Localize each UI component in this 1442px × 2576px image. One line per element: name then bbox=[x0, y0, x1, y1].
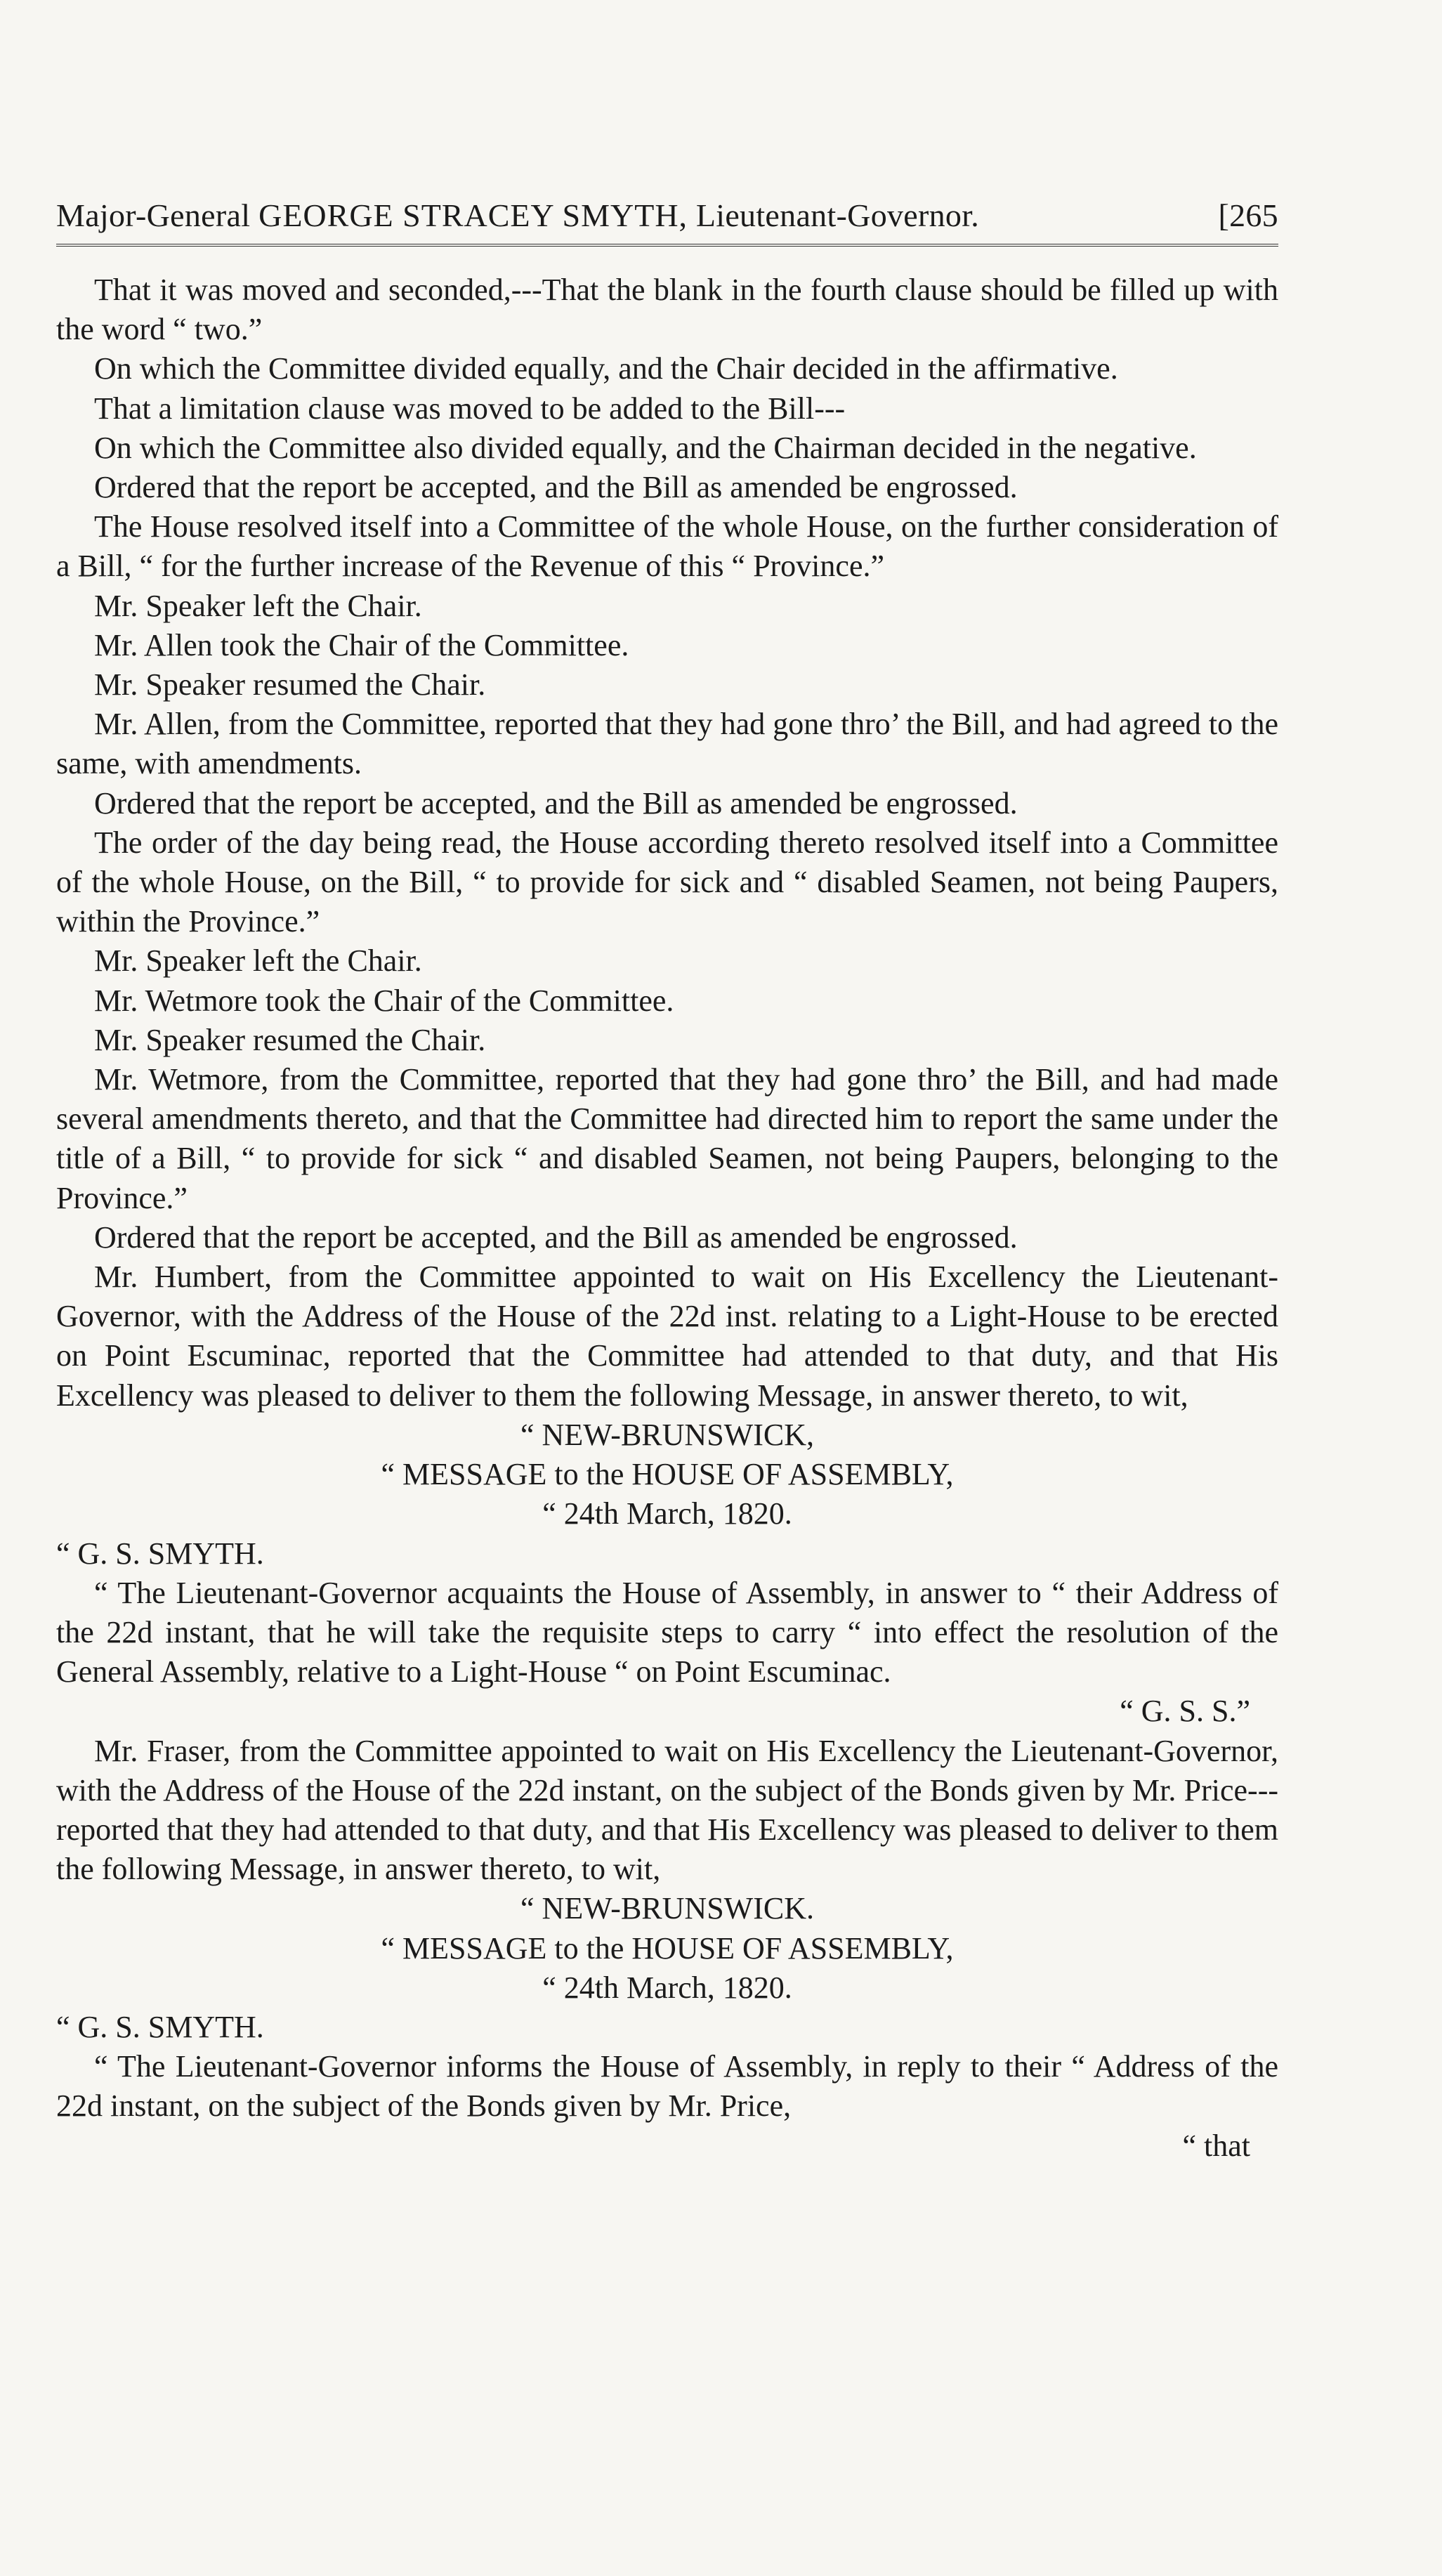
paragraph: “ 24th March, 1820. bbox=[542, 1970, 792, 2005]
paragraph: Mr. Speaker left the Chair. bbox=[94, 943, 422, 979]
document-page bbox=[56, 197, 1278, 2166]
paragraph: The order of the day being read, the House according thereto resolved itself into a Committee of the whole House, on the Bill, “ to provide for sick and “ disabled Seamen, not being Paupers, within the Province.” bbox=[56, 825, 1278, 939]
paragraph: Mr. Humbert, from the Committee appointed to wait on His Excellency the Lieutenant-Governor, with the Address of the House of the 22d inst. relating to a Light-House to be erected on Point Escuminac, reported that the Committee had attended to that duty, and that His Excellency was pleased to deliver to them the following Message, in answer thereto, to wit, bbox=[56, 1260, 1278, 1413]
running-header bbox=[56, 197, 1278, 247]
paragraph: “ NEW-BRUNSWICK. bbox=[520, 1891, 814, 1926]
paragraph: “ G. S. S.” bbox=[1120, 1694, 1250, 1729]
paragraph: “ The Lieutenant-Governor acquaints the House of Assembly, in answer to “ their Address of the 22d instant, that he will take the requisite steps to carry “ into effect the resolution of the General Assembly, relative to a Light-House “ on Point Escuminac. bbox=[56, 1575, 1278, 1689]
paragraph: “ MESSAGE to the HOUSE OF ASSEMBLY, bbox=[381, 1457, 954, 1492]
paragraph: “ The Lieutenant-Governor informs the House of Assembly, in reply to their “ Address of the 22d instant, on the subject of the Bonds given by Mr. Price, bbox=[56, 2049, 1278, 2124]
paragraph: “ NEW-BRUNSWICK, bbox=[520, 1417, 814, 1452]
paragraph: That it was moved and seconded,---That the blank in the fourth clause should be filled up with the word “ two.” bbox=[56, 273, 1278, 347]
paragraph: Mr. Wetmore took the Chair of the Committee. bbox=[94, 983, 674, 1018]
paragraph: “ G. S. SMYTH. bbox=[56, 1536, 264, 1571]
paragraph: “ that bbox=[1182, 2128, 1250, 2163]
paragraph: Ordered that the report be accepted, and the Bill as amended be engrossed. bbox=[94, 470, 1018, 505]
paragraph: Mr. Fraser, from the Committee appointed to wait on His Excellency the Lieutenant-Governor, with the Address of the House of the 22d instant, on the subject of the Bonds given by Mr. Price---reported that they had attended to that duty, and that His Excellency was pleased to deliver to them the following Message, in answer thereto, to wit, bbox=[56, 1733, 1278, 1887]
paragraph: Mr. Allen took the Chair of the Committee. bbox=[94, 627, 629, 662]
header-left: Major-General bbox=[56, 197, 251, 233]
paragraph: Ordered that the report be accepted, and the Bill as amended be engrossed. bbox=[94, 1220, 1018, 1255]
paragraph: The House resolved itself into a Committee of the whole House, on the further consideration of a Bill, “ for the further increase of the Revenue of this “ Province.” bbox=[56, 509, 1278, 584]
paragraph: That a limitation clause was moved to be added to the Bill--- bbox=[94, 391, 846, 426]
header-office: Lieutenant-Governor. bbox=[695, 197, 980, 233]
header-name: GEORGE STRACEY SMYTH, bbox=[258, 197, 688, 233]
page-number: [265 bbox=[1218, 197, 1278, 233]
paragraph: “ MESSAGE to the HOUSE OF ASSEMBLY, bbox=[381, 1930, 954, 1966]
header-title bbox=[56, 197, 979, 234]
paragraph: Mr. Speaker left the Chair. bbox=[94, 588, 422, 623]
document-body bbox=[56, 270, 1278, 2166]
paragraph: On which the Committee divided equally, and the Chair decided in the affirmative. bbox=[94, 351, 1118, 386]
paragraph: Mr. Speaker resumed the Chair. bbox=[94, 667, 486, 702]
paragraph: “ G. S. SMYTH. bbox=[56, 2009, 264, 2044]
paragraph: Mr. Wetmore, from the Committee, reported that they had gone thro’ the Bill, and had made several amendments thereto, and that the Committee had directed him to report the same under the title of a Bill, “ to provide for sick “ and disabled Seamen, not being Paupers, belonging to the Province.” bbox=[56, 1062, 1278, 1215]
paragraph: “ 24th March, 1820. bbox=[542, 1496, 792, 1531]
paragraph: Ordered that the report be accepted, and the Bill as amended be engrossed. bbox=[94, 785, 1018, 820]
paragraph: Mr. Speaker resumed the Chair. bbox=[94, 1022, 486, 1057]
paragraph: Mr. Allen, from the Committee, reported that they had gone thro’ the Bill, and had agreed to the same, with amendments. bbox=[56, 707, 1278, 781]
paragraph: On which the Committee also divided equally, and the Chairman decided in the negative. bbox=[94, 430, 1197, 465]
